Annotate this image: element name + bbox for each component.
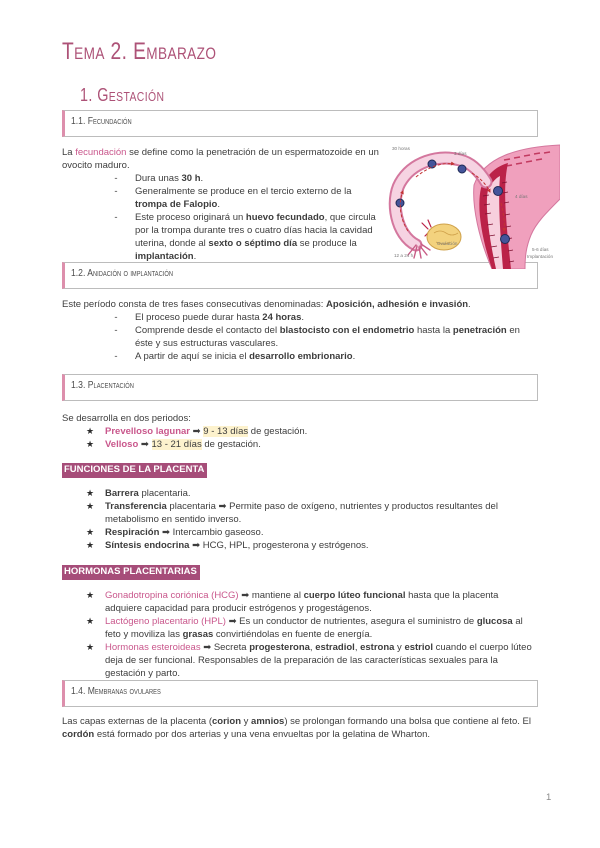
hormonas-list — [62, 589, 538, 680]
list-item: ★ Velloso ➡ 13 - 21 días de gestación. — [86, 439, 261, 450]
ovary — [427, 224, 461, 250]
list-item: - Comprende desde el contacto del blastocisto con el endometrio hasta la penetración en éste y sus estructuras vasculares. — [62, 324, 538, 350]
dash-bullet: - — [114, 173, 118, 184]
star-bullet-icon: ★ — [86, 590, 95, 600]
list-item: ★ Prevelloso lagunar ➡ 9 - 13 días de gestación. — [86, 426, 308, 437]
section-box-fecundacion — [62, 110, 538, 137]
fecundacion-list — [62, 172, 384, 263]
list-item: ★ Barrera placentaria. — [86, 488, 191, 499]
list-item: - Dura unas 30 h. — [62, 172, 384, 185]
star-bullet-icon: ★ — [86, 527, 95, 537]
placentacion-block — [62, 412, 538, 451]
label-12-24h: 12 a 24 h — [394, 253, 414, 258]
star-bullet-icon: ★ — [86, 616, 95, 626]
section-label-anidacion: 1.2. Anidación o implantación — [71, 267, 173, 279]
funciones-block — [62, 487, 538, 552]
hormonas-block — [62, 589, 538, 680]
list-item: ★ Gonadotropina coriónica (HCG) ➡ mantiene al cuerpo lúteo funcional hasta que la placenta adquiere capacidad para producir estrógenos y progestágenos. — [86, 590, 499, 614]
list-item: - A partir de aquí se inicia el desarrollo embrionario. — [62, 350, 538, 363]
paragraph-anidacion: Este período consta de tres fases consecutivas denominadas: Aposición, adhesión e invasión. — [62, 299, 471, 310]
list-item: - El proceso puede durar hasta 24 horas. — [62, 311, 538, 324]
uterus-diagram — [384, 141, 560, 269]
anidacion-list — [62, 311, 538, 363]
page-number: 1 — [546, 792, 552, 803]
fecundacion-block — [62, 146, 384, 263]
star-bullet-icon: ★ — [86, 426, 95, 436]
list-item: - Este proceso originará un huevo fecundado, que circula por la trompa durante tres o cuatro días hacia la cavidad uterina, donde al sexto o séptimo día se produce la implantación. — [62, 211, 384, 263]
label-implantacion: Implantación — [527, 254, 554, 259]
paragraph-placentacion: Se desarrolla en dos periodos: — [62, 413, 191, 424]
list-item: ★ Síntesis endocrina ➡ HCG, HPL, progesterona y estrógenos. — [86, 540, 369, 551]
list-item: ★ Transferencia placentaria ➡ Permite paso de oxígeno, nutrientes y productos resultantes del metabolismo en sentido inverso. — [86, 501, 498, 525]
section-label-membranas: 1.4. Membranas ovulares — [71, 685, 161, 697]
list-item: - Generalmente se produce en el tercio externo de la trompa de Falopio. — [62, 185, 384, 211]
star-bullet-icon: ★ — [86, 488, 95, 498]
anidacion-block — [62, 298, 538, 363]
page-title: Tema 2. Embarazo — [62, 38, 217, 66]
label-ovulacion: Ovulación — [437, 241, 458, 246]
section-box-membranas — [62, 680, 538, 707]
dash-bullet: - — [114, 325, 118, 336]
list-item: ★ Lactógeno placentario (HPL) ➡ Es un conductor de nutrientes, asegura el suministro de glucosa al feto y moviliza las grasas convirtiéndolas en fuente de energía. — [86, 616, 523, 640]
list-item: ★ Respiración ➡ Intercambio gaseoso. — [86, 527, 264, 538]
dash-bullet: - — [114, 186, 118, 197]
section-box-placentacion — [62, 374, 538, 401]
list-item: ★ Hormonas esteroideas ➡ Secreta progesterona, estradiol, estrona y estriol cuando el cuerpo lúteo deja de ser funcional. Responsables de la preparación de las características sexuales para la gestación y parto. — [86, 642, 532, 679]
dash-bullet: - — [114, 212, 118, 223]
section-heading-gestacion: 1. Gestación — [80, 84, 165, 105]
label-5-6-dias: 5-6 días — [532, 247, 549, 252]
membranas-block — [62, 715, 538, 741]
placentacion-list — [62, 425, 538, 451]
hormonas-placentarias-header: HORMONAS PLACENTARIAS — [62, 565, 200, 580]
uterus-diagram-svg — [384, 141, 560, 269]
funciones-placenta-header: FUNCIONES DE LA PLACENTA — [62, 463, 207, 478]
label-3-dias: 3 días — [454, 151, 467, 156]
funciones-list — [62, 487, 538, 552]
star-bullet-icon: ★ — [86, 540, 95, 550]
dash-bullet: - — [114, 351, 118, 362]
label-4-dias: 4 días — [515, 194, 528, 199]
star-bullet-icon: ★ — [86, 642, 95, 652]
star-bullet-icon: ★ — [86, 501, 95, 511]
section-label-placentacion: 1.3. Placentación — [71, 379, 134, 391]
star-bullet-icon: ★ — [86, 439, 95, 449]
label-30-horas: 30 horas — [392, 146, 410, 151]
section-label-fecundacion: 1.1. Fecundación — [71, 115, 132, 127]
dash-bullet: - — [114, 312, 118, 323]
paragraph-membranas: Las capas externas de la placenta (corion y amnios) se prolongan formando una bolsa que contiene al feto. El cordón está formado por dos arterias y una vena envueltas por la gelatina de Wharton. — [62, 716, 531, 740]
paragraph-fecundacion: La fecundación se define como la penetración de un espermatozoide en un ovocito maduro. — [62, 147, 379, 171]
